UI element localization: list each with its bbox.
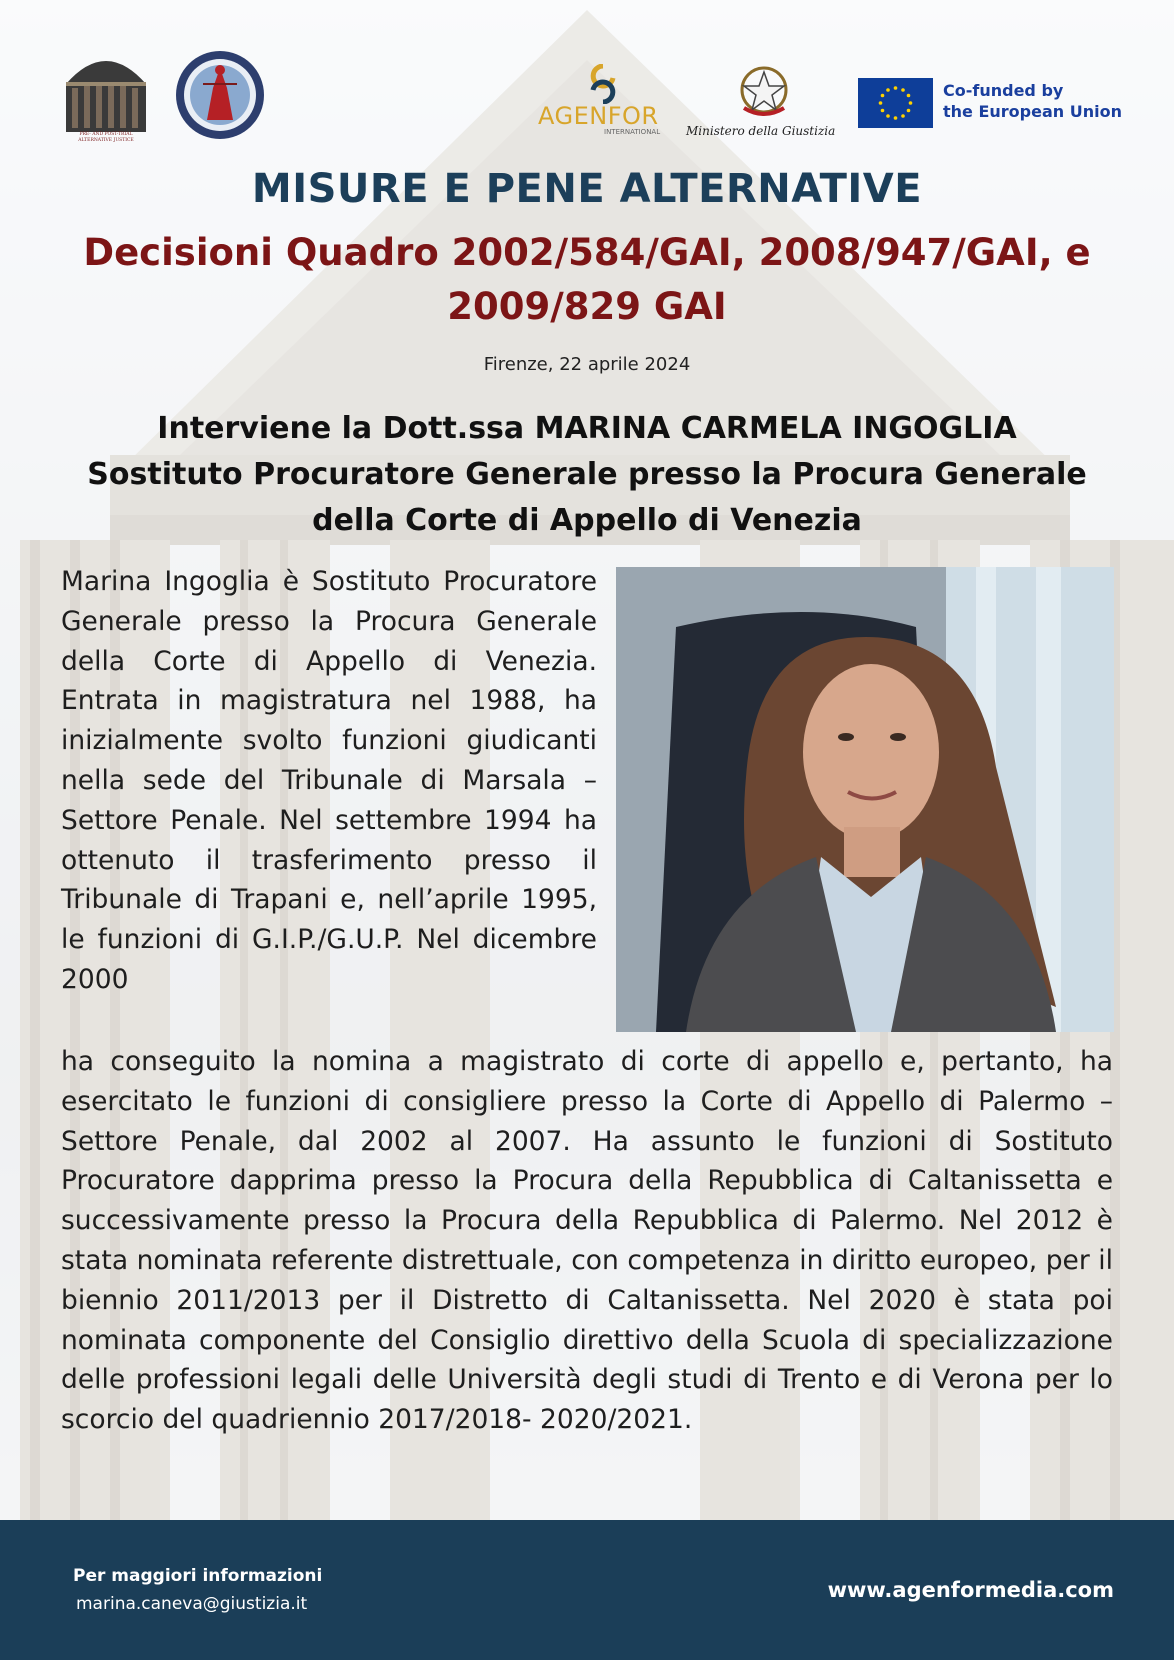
ministero-emblem <box>734 62 794 122</box>
bio-paragraph-2: ha conseguito la nomina a magistrato di corte di appello e, pertanto, ha esercitato le funzioni di consigliere presso la Corte di Appello di Palermo – Settore Penale, dal 2002 al 2007. Ha assunto le funzioni di Sostituto Procuratore dapprima presso la Procura della Repubblica di Caltanissetta e successivamente presso la Procura della Repubblica di Palermo. Nel 2012 è stata nominata referente distrettuale, con competenza in diritto europeo, per il biennio 2011/2013 per il Distretto di Caltanissetta. Nel 2020 è stata poi nominata componente del Consiglio direttivo della Scuola di specializzazione delle professioni legali delle Università degli studi di Trento e di Verona per lo scorcio del quadriennio 2017/2018- 2020/2021. <box>61 1046 1113 1436</box>
speaker-photo <box>616 567 1114 1032</box>
pre-trial-logo-text: PRE- AND POST-TRIAL ALTERNATIVE JUSTICE <box>78 132 134 143</box>
eu-flag-icon <box>858 78 933 128</box>
footer-email-link[interactable]: marina.caneva@giustizia.it <box>76 1594 308 1614</box>
eu-line-1: Co-funded by <box>943 81 1064 100</box>
agenfor-logo <box>590 64 616 104</box>
event-date: Firenze, 22 aprile 2024 <box>483 354 691 375</box>
speaker-heading <box>40 406 1134 544</box>
speaker-line-3: della Corte di Appello di Venezia <box>312 503 862 538</box>
speaker-line-2: Sostituto Procuratore Generale presso la Procura Generale <box>87 457 1087 492</box>
footer-info-label: Per maggiori informazioni <box>73 1566 323 1586</box>
agenfor-logo-text: AGENFOR <box>538 102 659 130</box>
speaker-line-1: Interviene la Dott.ssa MARINA CARMELA INGOGLIA <box>157 411 1017 446</box>
bio-paragraph-1: Marina Ingoglia è Sostituto Procuratore Generale presso la Procura Generale della Corte di Appello di Venezia. Entrata in magistratura nel 1988, ha inizialmente svolto funzioni giudicanti nella sede del Tribunale di Marsala – Settore Penale. Nel settembre 1994 ha ottenuto il trasferimento presso il Tribunale di Trapani e, nell’aprile 1995, le funzioni di G.I.P./G.U.P. Nel dicembre 2000 <box>61 566 597 995</box>
footer-website-link[interactable]: www.agenformedia.com <box>827 1578 1114 1602</box>
footer <box>0 1520 1174 1660</box>
justice-seal-logo <box>175 50 265 140</box>
page-subtitle: Decisioni Quadro 2002/584/GAI, 2008/947/GAI, e 2009/829 GAI <box>83 231 1091 328</box>
eu-line-2: the European Union <box>943 102 1122 121</box>
page-title: MISURE E PENE ALTERNATIVE <box>251 166 923 212</box>
eu-cofunded-text <box>943 80 1122 122</box>
agenfor-logo-subtext: INTERNATIONAL <box>604 128 661 136</box>
ministero-logo-text: Ministero della Giustizia <box>686 124 836 138</box>
pre-trial-justice-logo <box>62 44 150 134</box>
